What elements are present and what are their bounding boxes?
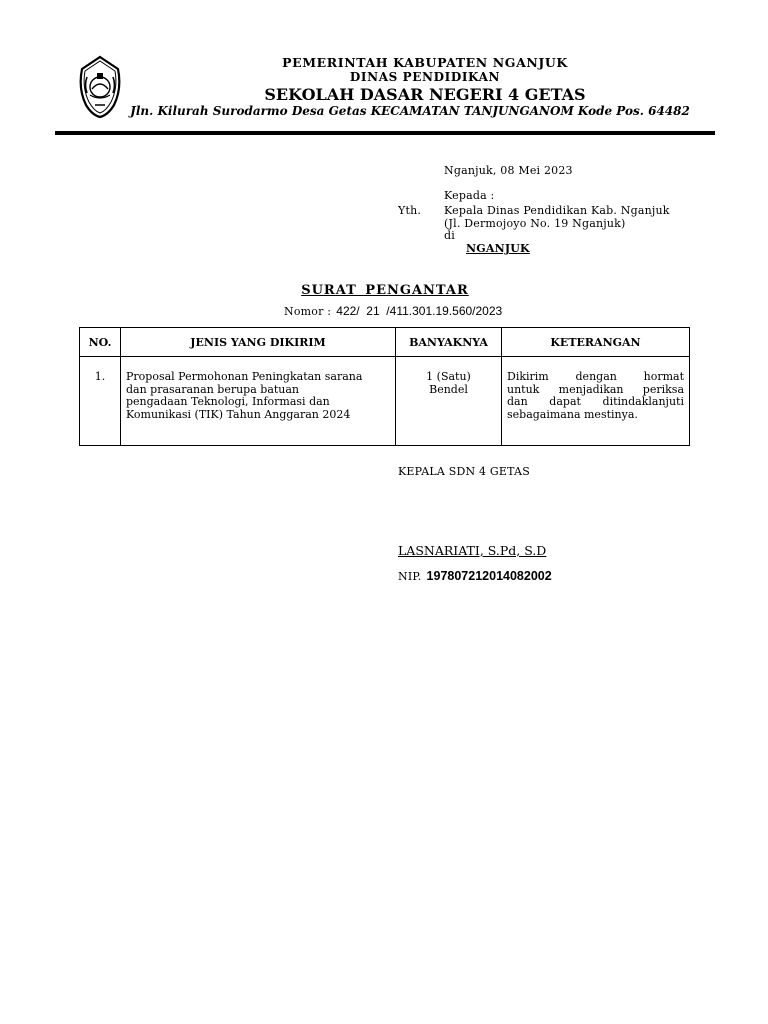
- items-table: [79, 327, 690, 446]
- signature-position: KEPALA SDN 4 GETAS: [398, 465, 530, 478]
- header-jenis: JENIS YANG DIKIRIM: [121, 328, 396, 357]
- row-jenis-line: Komunikasi (TIK) Tahun Anggaran 2024: [126, 407, 351, 421]
- letterhead-divider: [55, 131, 715, 135]
- letterhead-school-name: SEKOLAH DASAR NEGERI 4 GETAS: [264, 85, 586, 104]
- table-header-row: [80, 328, 690, 357]
- letterhead-department: DINAS PENDIDIKAN: [349, 70, 501, 84]
- row-banyaknya: [396, 357, 502, 446]
- row-banyaknya-line: Bendel: [429, 382, 468, 396]
- row-jenis: [121, 357, 396, 446]
- recipient-line1: Kepala Dinas Pendidikan Kab. Nganjuk: [444, 204, 670, 217]
- row-jenis-line: pengadaan Teknologi, Informasi dan: [126, 395, 330, 408]
- row-jenis-line: dan prasaranan berupa batuan: [126, 382, 300, 396]
- row-keterangan: [502, 357, 690, 446]
- nip-label: NIP.: [398, 570, 422, 583]
- signature-name: LASNARIATI, S.Pd, S.D: [398, 543, 547, 558]
- row-keterangan-line: dan dapat ditindaklanjuti: [507, 395, 684, 408]
- recipient-city: NGANJUK: [466, 242, 530, 255]
- row-keterangan-line: sebagaimana mestinya.: [507, 407, 638, 421]
- recipient-di: di: [444, 229, 455, 242]
- signature-nip: [398, 565, 552, 584]
- header-keterangan: KETERANGAN: [502, 328, 690, 357]
- row-no: 1.: [80, 357, 121, 446]
- letterhead-address: Jln. Kilurah Surodarmo Desa Getas KECAMATAN TANJUNGANOM Kode Pos. 64482: [130, 104, 690, 118]
- recipient-line2: (Jl. Dermojoyo No. 19 Nganjuk): [444, 217, 626, 230]
- table-row: [80, 357, 690, 446]
- nomor-value: 422/ 21 /411.301.19.560/2023: [336, 304, 503, 318]
- header-banyaknya: BANYAKNYA: [396, 328, 502, 357]
- row-jenis-line: Proposal Permohonan Peningkatan sarana: [126, 370, 363, 383]
- header-no: NO.: [80, 328, 121, 357]
- row-keterangan-line: Dikirim dengan hormat: [507, 370, 684, 383]
- row-banyaknya-line: 1 (Satu): [426, 370, 471, 383]
- nip-value: 197807212014082002: [426, 569, 552, 583]
- document-title: SURAT PENGANTAR: [301, 283, 469, 298]
- recipient-yth: Yth.: [398, 204, 422, 217]
- recipient-kepada: Kepada :: [444, 189, 495, 202]
- date-line: Nganjuk, 08 Mei 2023: [444, 164, 573, 177]
- letterhead-government: PEMERINTAH KABUPATEN NGANJUK: [282, 55, 568, 70]
- document-number: [284, 300, 502, 319]
- row-keterangan-line: untuk menjadikan periksa: [507, 382, 684, 396]
- nomor-label: Nomor :: [284, 305, 332, 318]
- regency-emblem-icon: [78, 55, 122, 119]
